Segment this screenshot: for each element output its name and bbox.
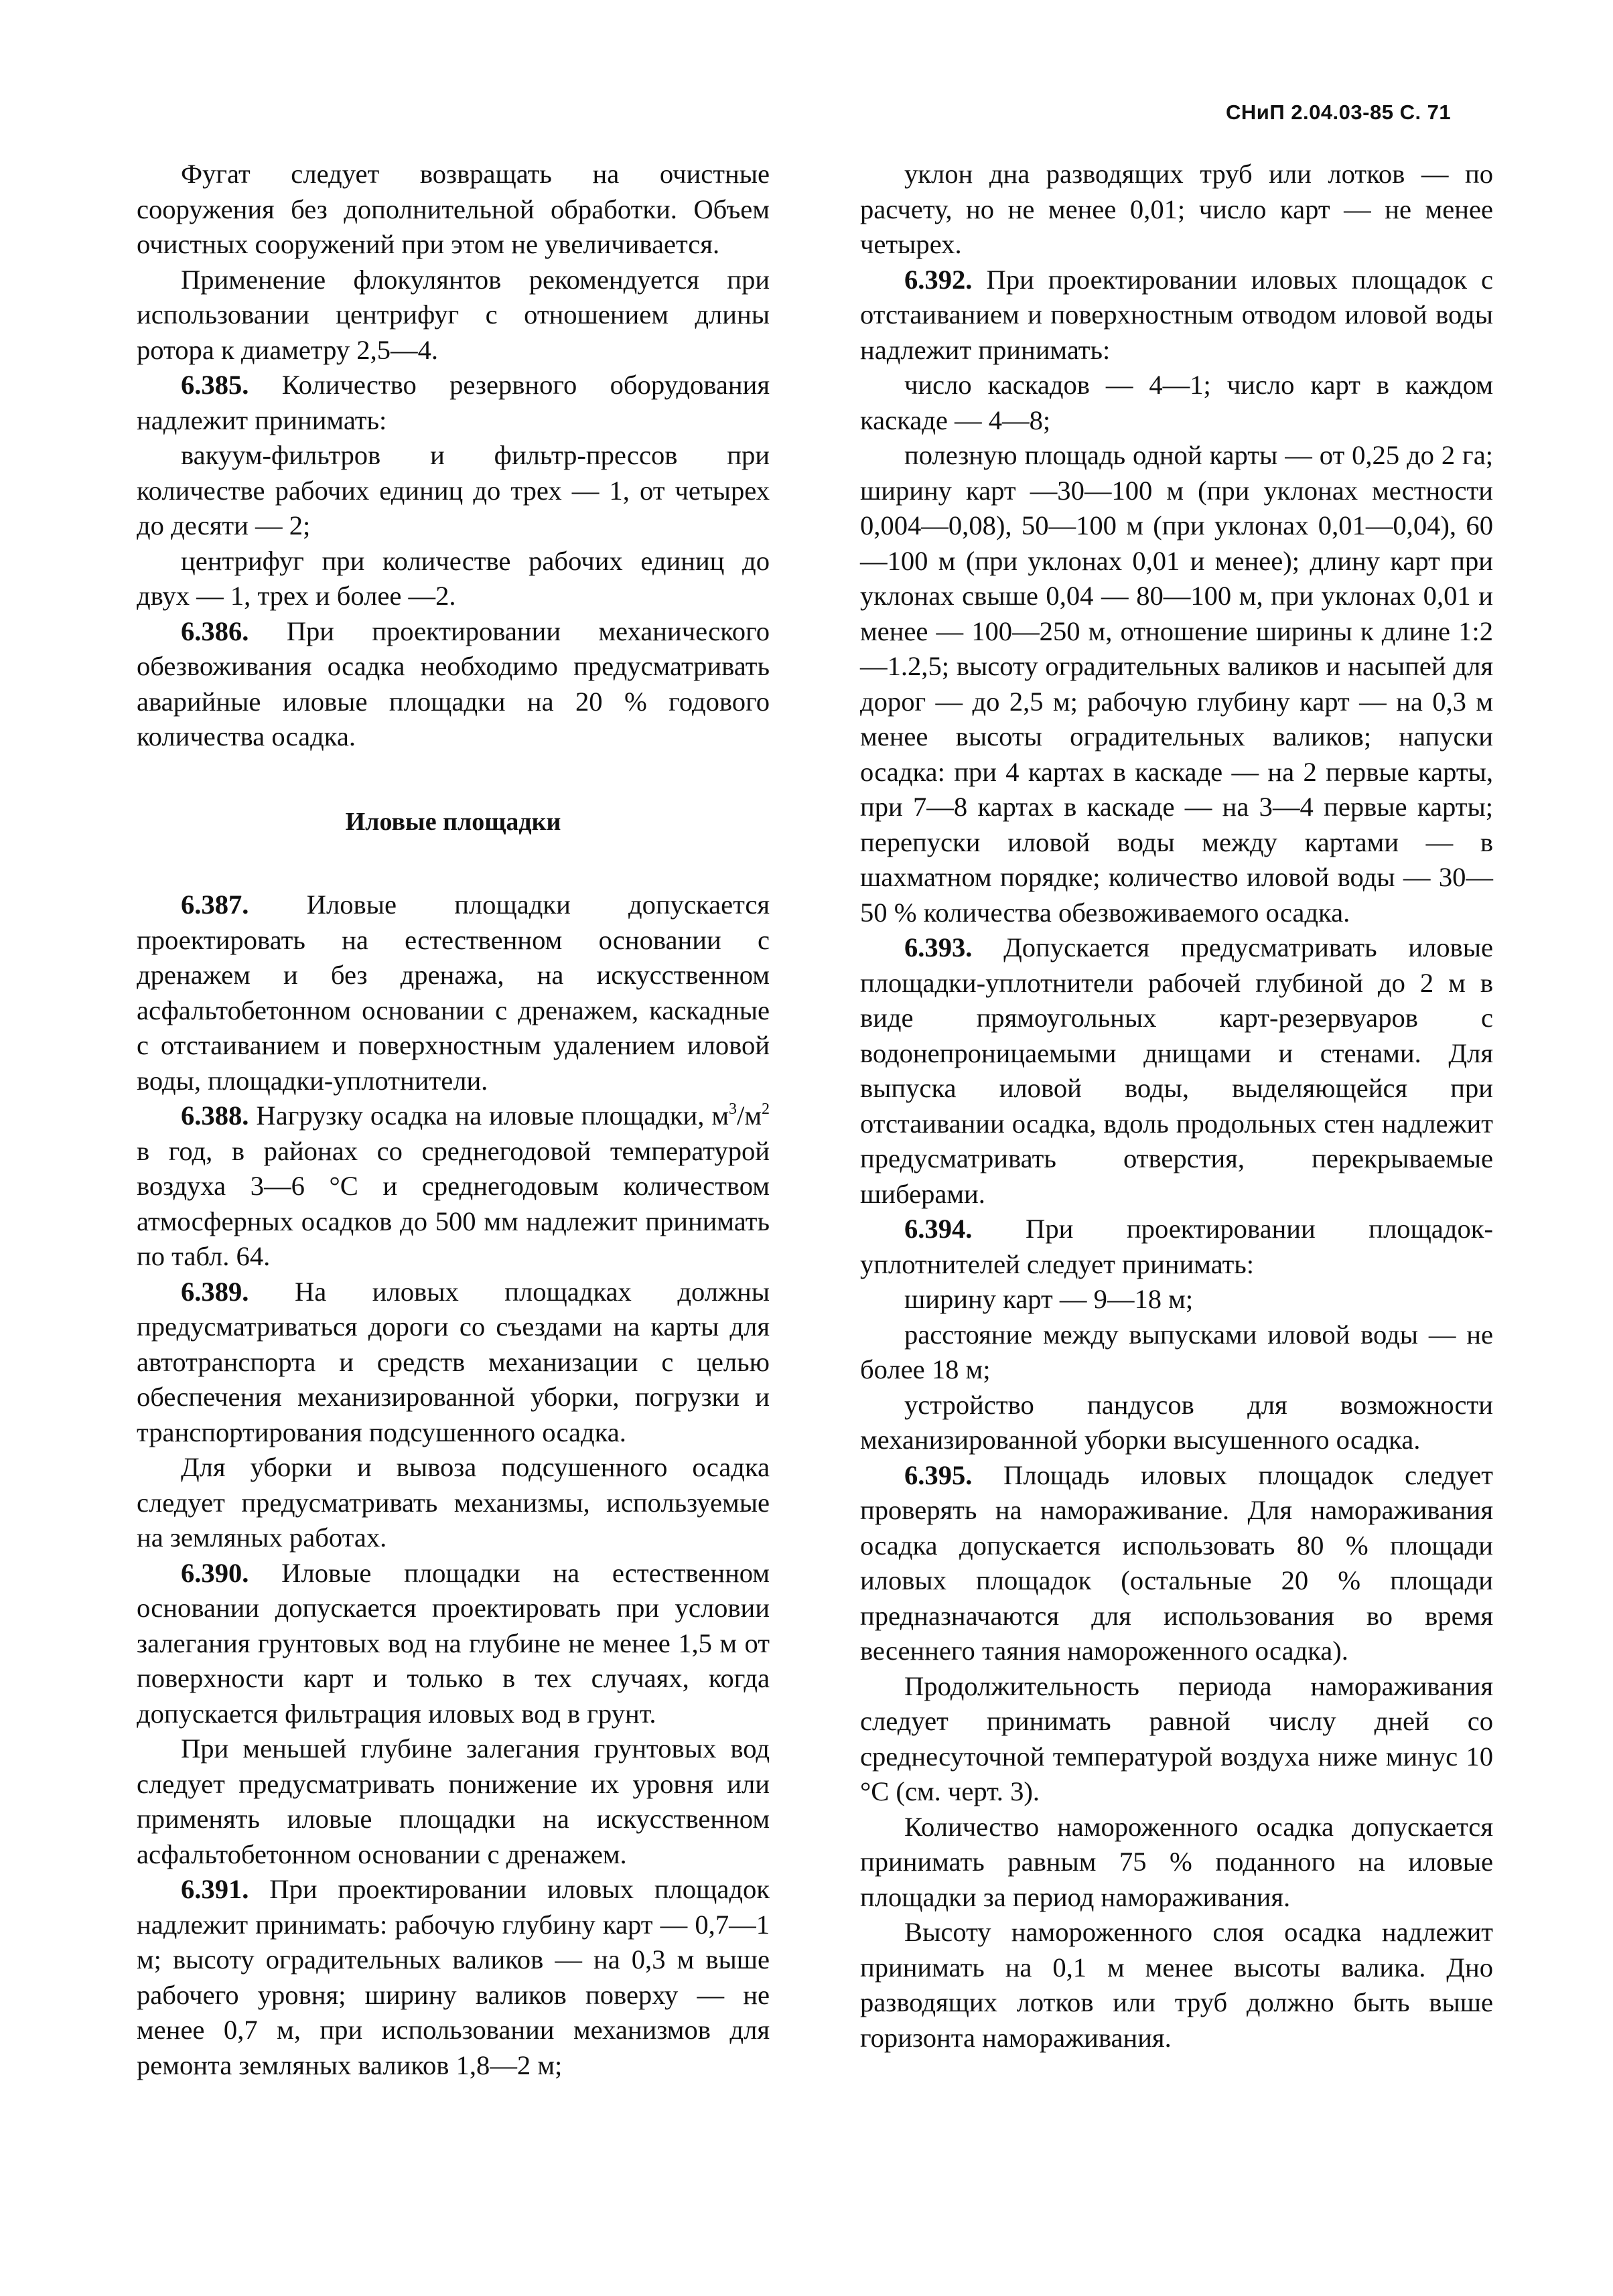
paragraph: уклон дна разводящих труб или лотков — по расчету, но не менее 0,01; число карт — не менее четырех. (860, 159, 1493, 259)
paragraph: расстояние между выпусками иловой воды — не более 18 м; (860, 1319, 1493, 1384)
paragraph (137, 368, 770, 438)
paragraph: ширину карт — 9—18 м; (904, 1284, 1194, 1314)
paragraph: Для уборки и вывоза подсушенного осадка следует предусматривать механизмы, используемые на земляных работах. (137, 1452, 770, 1553)
paragraph: центрифуг при количестве рабочих единиц до двух — 1, трех и более —2. (137, 545, 770, 611)
paragraph (137, 614, 770, 755)
paragraph (137, 1872, 770, 2083)
clause-text: При проектировании площадок-уплотнителей следует принимать: (860, 1214, 1493, 1279)
clause-text: Количество резервного оборудования надлежит принимать: (137, 370, 770, 435)
paragraph: Продолжительность периода намораживания следует принимать равной числу дней со среднесуточной температурой воздуха ниже минус 10 °С (см. черт. 3). (860, 1670, 1493, 1806)
section-title: Иловые площадки (345, 807, 561, 836)
paragraph (137, 1275, 770, 1451)
left-column (137, 157, 770, 2083)
clause-number: 6.391. (181, 1874, 249, 1904)
clause-text: Нагрузку осадка на иловые площадки, м (249, 1100, 729, 1131)
clause-text: Допускается предусматривать иловые площадки-уплотнители рабочей глубиной до 2 м в виде прямоугольных карт-резервуаров с водонепроницаемыми днищами и стенами. Для выпуска иловой воды, выделяющейся при отстаивании осадка, вдоль продольных стен надлежит предусматривать отверстия, перекрываемые шиберами. (860, 932, 1493, 1209)
page-header: СНиП 2.04.03-85 С. 71 (1226, 100, 1452, 124)
paragraph (137, 1556, 770, 1732)
clause-number: 6.395. (904, 1459, 973, 1490)
clause-number: 6.392. (904, 264, 973, 295)
paragraph: число каскадов — 4—1; число карт в каждом каскаде — 4—8; (860, 370, 1493, 435)
paragraph: устройство пандусов для возможности механизированной уборки высушенного осадка. (860, 1389, 1493, 1455)
superscript: 3 (729, 1100, 738, 1118)
clause-text: /м (737, 1100, 762, 1131)
clause-number: 6.385. (181, 370, 249, 400)
clause-text: При проектировании механического обезвоживания осадка необходимо предусматривать аварийные иловые площадки на 20 % годового количества осадка. (137, 616, 770, 751)
paragraph (860, 263, 1493, 368)
paragraph: Фугат следует возвращать на очистные сооружения без дополнительной обработки. Объем очистных сооружений при этом не увеличивается. (137, 159, 770, 259)
paragraph (137, 1098, 770, 1275)
superscript: 2 (762, 1100, 770, 1118)
clause-text: При проектировании иловых площадок с отстаиванием и поверхностным отводом иловой воды надлежит принимать: (860, 264, 1493, 365)
paragraph: Количество намороженного осадка допускается принимать равным 75 % поданного на иловые площадки за период намораживания. (860, 1811, 1493, 1912)
clause-number: 6.394. (904, 1214, 973, 1244)
clause-text: в год, в районах со среднегодовой температурой воздуха 3—6 °С и среднегодовым количеством атмосферных осадков до 500 мм надлежит принимать по табл. 64. (137, 1135, 770, 1271)
paragraph (860, 1212, 1493, 1282)
clause-number: 6.389. (181, 1276, 249, 1307)
paragraph: вакуум-фильтров и фильтр-прессов при количестве рабочих единиц до трех — 1, от четырех до десяти — 2; (137, 440, 770, 541)
clause-text: Иловые площадки допускается проектировать на естественном основании с дренажем и без дренажа, на искусственном асфальтобетонном основании с дренажем, каскадные с отстаиванием и поверхностным удалением иловой воды, площадки-уплотнители. (137, 889, 770, 1096)
clause-text: При проектировании иловых площадок надлежит принимать: рабочую глубину карт — 0,7—1 м; высоту оградительных валиков — на 0,3 м выше рабочего уровня; ширину валиков поверху — не менее 0,7 м, при использовании механизмов для ремонта земляных валиков 1,8—2 м; (137, 1874, 770, 2080)
clause-text: На иловых площадках должны предусматриваться дороги со съездами на карты для автотранспорта и средств механизации с целью обеспечения механизированной уборки, погрузки и транспортирования подсушенного осадка. (137, 1276, 770, 1447)
clause-number: 6.387. (181, 889, 249, 920)
clause-text: Иловые площадки на естественном основании допускается проектировать при условии залегания грунтовых вод на глубине не менее 1,5 м от поверхности карт и только в тех случаях, когда допускается фильтрация иловых вод в грунт. (137, 1557, 770, 1729)
paragraph: полезную площадь одной карты — от 0,25 до 2 га; ширину карт —30—100 м (при уклонах местности 0,004—0,08), 50—100 м (при уклонах 0,01—0,04), 60—100 м (при уклонах 0,01 и менее); длину карт при уклонах свыше 0,04 — 80—100 м, при уклонах 0,01 и менее — 100—250 м, отношение ширины к длине 1:2—1.2,5; высоту оградительных валиков и насыпей для дорог — до 2,5 м; рабочую глубину карт — на 0,3 м менее высоты оградительных валиков; напуски осадка: при 4 картах в каскаде — на 2 первые карты, при 7—8 картах в каскаде — на 3—4 первые карты; перепуски иловой воды между картами — в шахматном порядке; количество иловой воды — 30—50 % количества обезвоживаемого осадка. (860, 440, 1493, 928)
paragraph (860, 1458, 1493, 1669)
clause-number: 6.388. (181, 1100, 249, 1131)
paragraph: Применение флокулянтов рекомендуется при использовании центрифуг с отношением длины ротора к диаметру 2,5—4. (137, 264, 770, 365)
clause-number: 6.386. (181, 616, 249, 646)
paragraph: Высоту намороженного слоя осадка надлежит принимать на 0,1 м менее высоты валика. Дно разводящих лотков или труб должно быть выше горизонта намораживания. (860, 1917, 1493, 2053)
clause-number: 6.393. (904, 932, 973, 962)
clause-number: 6.390. (181, 1557, 249, 1588)
paragraph (860, 930, 1493, 1212)
paragraph: При меньшей глубине залегания грунтовых вод следует предусматривать понижение их уровня или применять иловые площадки на искусственном асфальтобетонном основании с дренажем. (137, 1733, 770, 1869)
right-column (860, 157, 1493, 2056)
paragraph (137, 887, 770, 1098)
clause-text: Площадь иловых площадок следует проверять на намораживание. Для намораживания осадка допускается использовать 80 % площади иловых площадок (остальные 20 % площади предназначаются для использования во время весеннего таяния намороженного осадка). (860, 1459, 1493, 1666)
